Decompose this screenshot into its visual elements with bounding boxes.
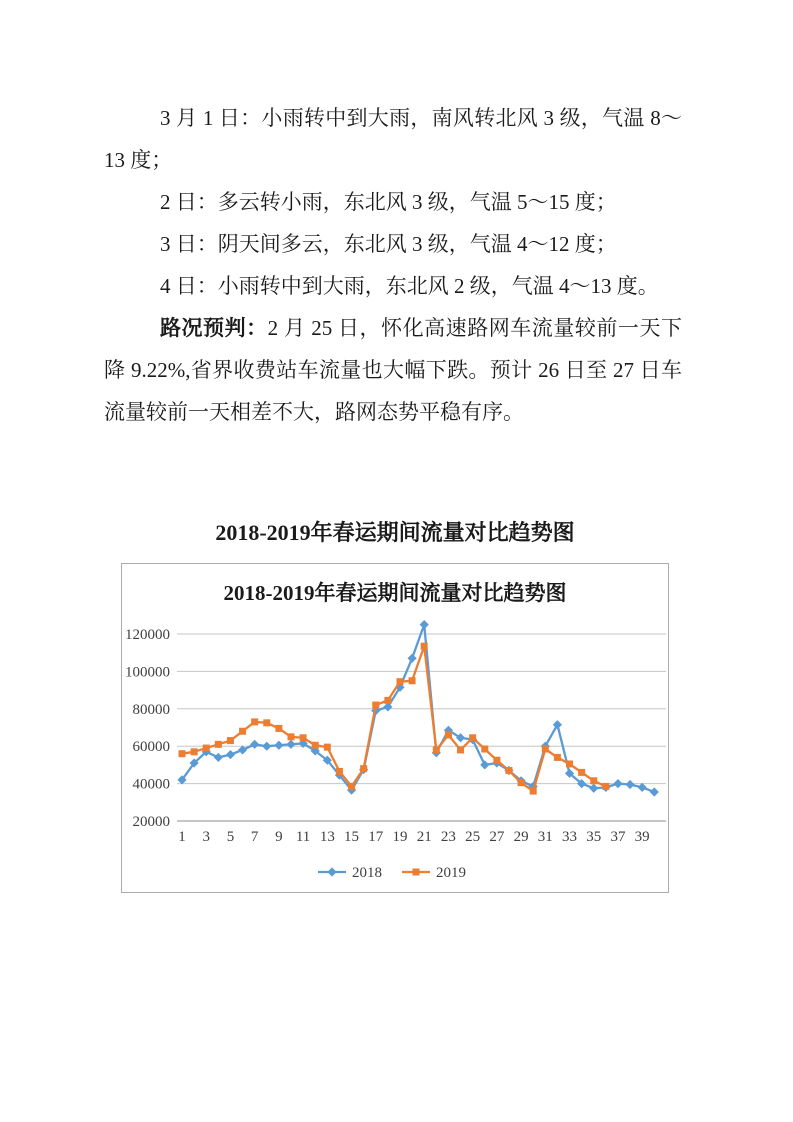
series-2019-marker	[590, 777, 597, 784]
x-tick-label: 21	[416, 829, 432, 845]
body-text	[104, 97, 682, 433]
y-tick-label: 40000	[132, 776, 170, 793]
series-2019-line	[182, 646, 606, 791]
x-tick-label: 13	[319, 829, 335, 845]
y-tick-label: 120000	[125, 627, 170, 643]
x-tick-label: 37	[610, 829, 626, 845]
y-tick-label: 80000	[132, 701, 170, 718]
series-2019-marker	[324, 744, 331, 751]
series-2019-marker	[275, 725, 282, 732]
series-2019-marker	[251, 718, 258, 725]
series-2018-marker	[238, 745, 247, 754]
x-tick-label: 29	[513, 829, 529, 845]
legend-label-2018: 2018	[352, 865, 382, 881]
series-2018-marker	[407, 654, 416, 663]
series-2019-marker	[433, 746, 440, 753]
x-tick-label: 7	[250, 829, 259, 845]
series-2019-marker	[203, 745, 210, 752]
x-tick-label: 23	[440, 829, 456, 845]
series-2019-marker	[469, 734, 476, 741]
series-2019-marker	[372, 702, 379, 709]
series-2019-marker	[348, 783, 355, 790]
traffic-trend-line-chart	[122, 564, 668, 892]
x-tick-label: 19	[392, 829, 408, 845]
series-2018-marker	[226, 750, 235, 759]
series-2019-marker	[554, 754, 561, 761]
series-2019-marker	[191, 748, 198, 755]
paragraph-3: 3 日：阴天间多云，东北风 3 级，气温 4～12 度；	[160, 232, 617, 256]
x-tick-label: 15	[344, 829, 360, 845]
chart-title: 2018-2019年春运期间流量对比趋势图	[223, 581, 567, 605]
series-2018-marker	[480, 760, 489, 769]
series-2019-marker	[409, 677, 416, 684]
series-2019-marker	[602, 783, 609, 790]
y-tick-label: 20000	[132, 814, 170, 830]
series-2019-marker	[518, 779, 525, 786]
series-2019-marker	[312, 742, 319, 749]
x-tick-label: 17	[368, 829, 384, 845]
series-2019-marker	[445, 731, 452, 738]
legend-marker-2019	[413, 869, 420, 876]
series-2018-marker	[650, 787, 659, 796]
paragraph-lead: 路况预判：	[160, 316, 268, 340]
series-2019-marker	[481, 746, 488, 753]
paragraph-4: 4 日：小雨转中到大雨，东北风 2 级，气温 4～13 度。	[160, 274, 659, 298]
series-2019-marker	[457, 746, 464, 753]
chart-heading: 2018-2019年春运期间流量对比趋势图	[215, 520, 575, 545]
x-tick-label: 5	[226, 829, 235, 845]
series-2019-marker	[542, 746, 549, 753]
series-2019-marker	[421, 643, 428, 650]
x-tick-label: 11	[295, 829, 311, 845]
series-2018-marker	[553, 720, 562, 729]
series-2019-marker	[505, 767, 512, 774]
y-tick-label: 60000	[132, 739, 170, 756]
series-2018-marker	[420, 620, 429, 629]
x-tick-label: 27	[489, 829, 505, 845]
series-2018-marker	[262, 742, 271, 751]
series-2019-marker	[566, 760, 573, 767]
x-tick-label: 35	[586, 829, 602, 845]
series-2018-marker	[613, 779, 622, 788]
x-tick-label: 31	[537, 829, 553, 845]
y-tick-label: 100000	[125, 664, 170, 681]
series-2018-marker	[625, 780, 634, 789]
series-2019-marker	[179, 750, 186, 757]
series-2018-marker	[286, 740, 295, 749]
x-tick-label: 33	[562, 829, 578, 845]
chart-frame	[121, 563, 669, 893]
series-2018-marker	[589, 784, 598, 793]
series-2019-marker	[287, 733, 294, 740]
paragraph-1: 3 月 1 日：小雨转中到大雨，南风转北风 3 级，气温 8～13 度；	[104, 106, 682, 172]
x-tick-label: 3	[202, 829, 210, 845]
series-2018-marker	[250, 740, 259, 749]
series-2019-marker	[227, 737, 234, 744]
series-2019-marker	[360, 765, 367, 772]
series-2019-marker	[530, 788, 537, 795]
series-2019-marker	[578, 769, 585, 776]
series-2019-marker	[215, 741, 222, 748]
paragraph-2: 2 日：多云转小雨，东北风 3 级，气温 5～15 度；	[160, 190, 617, 214]
series-2018-marker	[274, 741, 283, 750]
paragraph-5: 路况预判：2 月 25 日，怀化高速路网车流量较前一天下降 9.22%,省界收费站车流量也大幅下跌。预计 26 日至 27 日车流量较前一天相差不大，路网态势平稳有序。	[104, 316, 682, 424]
series-2018-marker	[638, 783, 647, 792]
x-tick-label: 9	[275, 829, 283, 845]
series-2018-marker	[214, 753, 223, 762]
x-tick-label: 25	[465, 829, 481, 845]
series-2019-marker	[493, 757, 500, 764]
series-2019-marker	[396, 678, 403, 685]
series-2019-marker	[239, 728, 246, 735]
series-2019-marker	[336, 768, 343, 775]
series-2019-marker	[263, 719, 270, 726]
legend-label-2019: 2019	[436, 865, 466, 881]
x-tick-label: 1	[178, 829, 186, 845]
series-2019-marker	[384, 697, 391, 704]
x-tick-label: 39	[634, 829, 650, 845]
series-2019-marker	[300, 734, 307, 741]
legend-marker-2018	[327, 867, 336, 876]
